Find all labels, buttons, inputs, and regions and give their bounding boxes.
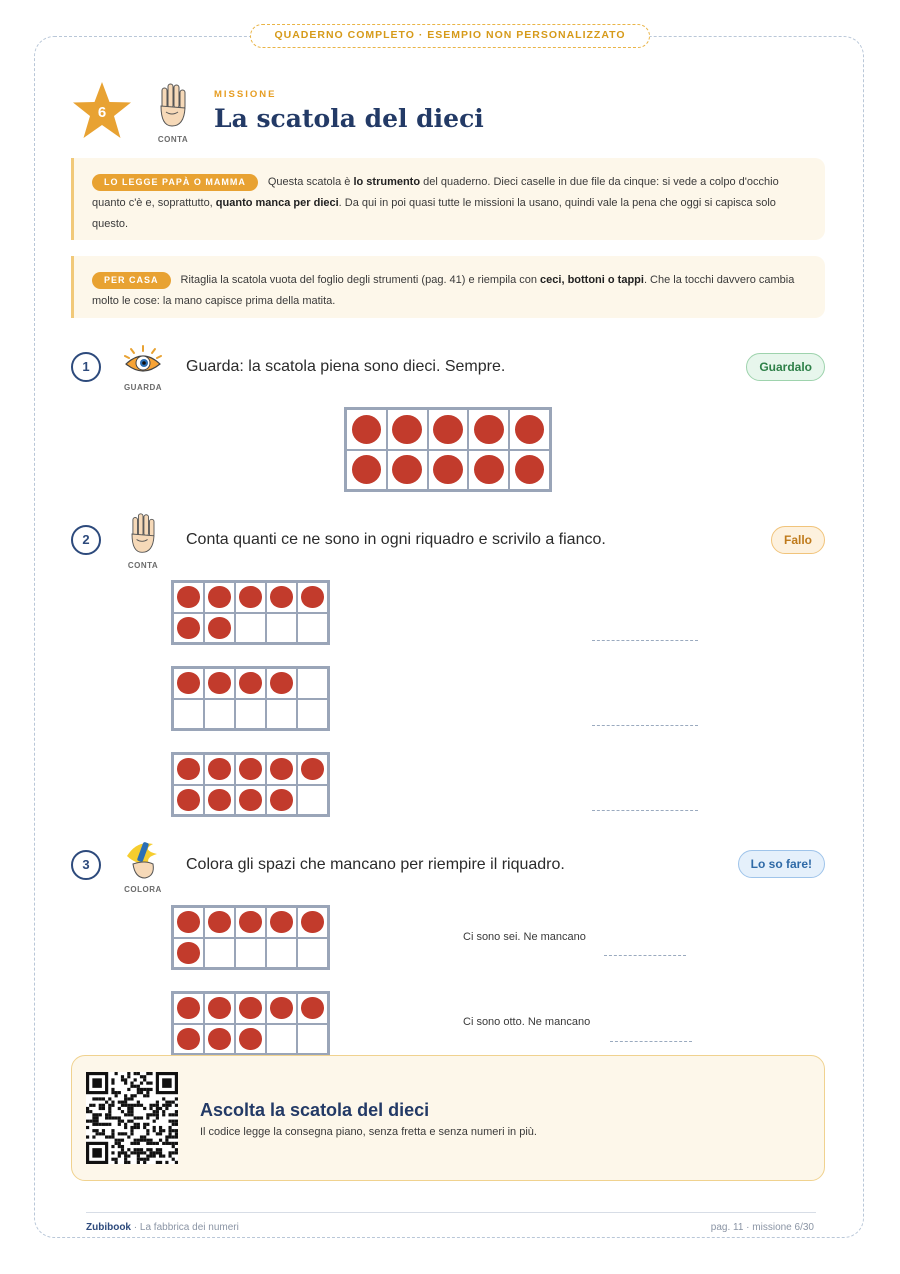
ten-frame-cell[interactable]	[173, 699, 204, 730]
counter-dot	[270, 586, 292, 608]
ten-frame-cell[interactable]	[173, 1024, 204, 1055]
step-2-icon-box	[120, 512, 166, 570]
ten-frame-cell[interactable]	[266, 754, 297, 785]
mission-kicker: MISSIONE	[214, 89, 277, 100]
counter-dot	[515, 455, 544, 484]
ten-frame-count-3	[171, 752, 330, 817]
ten-frame-count-2	[171, 666, 330, 731]
counter-dot	[177, 789, 199, 811]
ten-frame-cell[interactable]	[428, 409, 469, 450]
counter-dot	[177, 911, 199, 933]
counter-dot	[301, 758, 323, 780]
parent-note-text-2: del quaderno. Dieci caselle in due file da cinque: si vede a colpo d'occhio quanto c'è e, soprattutto,	[92, 176, 779, 209]
counter-dot	[177, 997, 199, 1019]
parent-note	[71, 158, 825, 240]
counter-dot	[239, 758, 261, 780]
counter-dot	[239, 1028, 261, 1050]
ten-frame-cell[interactable]	[266, 582, 297, 613]
ten-frame-cell[interactable]	[204, 668, 235, 699]
counter-dot	[208, 789, 230, 811]
parent-note-text-3: . Da qui in poi quasi tutte le missioni la usano, quindi vale la pena che oggi si capisca solo questo.	[92, 197, 776, 230]
footer-book: · La fabbrica dei numeri	[131, 1222, 239, 1233]
counter-dot	[177, 672, 199, 694]
step-3-number: 3	[71, 850, 101, 880]
counter-dot	[239, 997, 261, 1019]
ten-frame-cell[interactable]	[266, 938, 297, 969]
mission-icon-label: CONTA	[157, 135, 189, 144]
ten-frame-cell[interactable]	[204, 754, 235, 785]
counter-dot	[177, 942, 199, 964]
counter-dot	[392, 415, 421, 444]
ten-frame-cell[interactable]	[173, 785, 204, 816]
ten-frame-count-1	[171, 580, 330, 645]
step-3-pill[interactable]: Lo so fare!	[738, 850, 825, 878]
ten-frame-cell[interactable]	[235, 993, 266, 1024]
ten-frame-cell[interactable]	[266, 907, 297, 938]
audio-title: Ascolta la scatola del dieci	[200, 1100, 430, 1120]
ten-frame-cell[interactable]	[297, 582, 328, 613]
counter-dot	[208, 586, 230, 608]
footer-brand: Zubibook	[86, 1222, 131, 1233]
step-2-pill[interactable]: Fallo	[771, 526, 825, 554]
counting-hand-icon	[158, 82, 188, 130]
ten-frame-cell[interactable]	[468, 450, 509, 491]
ten-frame-cell[interactable]	[297, 754, 328, 785]
ten-frame-cell[interactable]	[204, 1024, 235, 1055]
counter-dot	[177, 1028, 199, 1050]
ten-frame-cell[interactable]	[387, 409, 428, 450]
home-note	[71, 256, 825, 318]
ten-frame-cell[interactable]	[173, 754, 204, 785]
ten-frame-cell[interactable]	[204, 938, 235, 969]
counter-dot	[270, 911, 292, 933]
missing-sentence-2: Ci sono otto. Ne mancano	[463, 1016, 591, 1028]
ten-frame-cell[interactable]	[204, 699, 235, 730]
footer-page: pag. 11 · missione 6/30	[710, 1222, 814, 1233]
ten-frame-cell[interactable]	[297, 938, 328, 969]
ten-frame-cell[interactable]	[297, 699, 328, 730]
missing-answer-line-1[interactable]	[604, 955, 686, 956]
ten-frame-cell[interactable]	[204, 907, 235, 938]
ten-frame-cell[interactable]	[173, 993, 204, 1024]
home-note-bold-1: ceci, bottoni o tappi	[540, 274, 644, 286]
crayon-hand-icon	[123, 836, 163, 880]
page-title: La scatola del dieci	[214, 104, 484, 133]
ten-frame-cell[interactable]	[235, 699, 266, 730]
ten-frame-cell[interactable]	[387, 450, 428, 491]
counter-dot	[270, 997, 292, 1019]
counter-dot	[352, 415, 381, 444]
parent-note-badge: LO LEGGE PAPÀ O MAMMA	[92, 174, 258, 191]
answer-line-2[interactable]	[592, 725, 698, 726]
counter-dot	[301, 911, 323, 933]
counter-dot	[352, 455, 381, 484]
counter-dot	[301, 586, 323, 608]
counter-dot	[433, 415, 462, 444]
counter-dot	[474, 455, 503, 484]
step-3-icon-label: COLORA	[124, 885, 162, 894]
ten-frame-cell[interactable]	[235, 907, 266, 938]
ten-frame-cell[interactable]	[297, 1024, 328, 1055]
audio-subtitle: Il codice legge la consegna piano, senza fretta e senza numeri in più.	[200, 1126, 537, 1138]
ten-frame-cell[interactable]	[235, 613, 266, 644]
counter-dot	[301, 997, 323, 1019]
missing-answer-line-2[interactable]	[610, 1041, 692, 1042]
ten-frame-cell[interactable]	[509, 409, 550, 450]
ten-frame-cell[interactable]	[346, 450, 387, 491]
home-note-text-1: Ritaglia la scatola vuota del foglio degli strumenti (pag. 41) e riempila con	[180, 274, 541, 286]
counter-dot	[208, 672, 230, 694]
counting-hand-icon	[128, 512, 158, 556]
ten-frame-cell[interactable]	[235, 668, 266, 699]
ten-frame-cell[interactable]	[173, 613, 204, 644]
ten-frame-cell[interactable]	[428, 450, 469, 491]
ten-frame-cell[interactable]	[266, 1024, 297, 1055]
footer-divider	[86, 1212, 816, 1213]
ten-frame-cell[interactable]	[266, 668, 297, 699]
ten-frame-color-1	[171, 905, 330, 970]
ten-frame-cell[interactable]	[297, 993, 328, 1024]
answer-line-3[interactable]	[592, 810, 698, 811]
ten-frame-cell[interactable]	[173, 582, 204, 613]
parent-note-bold-1: lo strumento	[353, 176, 421, 188]
ten-frame-full	[344, 407, 552, 492]
audio-box	[71, 1055, 825, 1181]
ten-frame-cell[interactable]	[173, 938, 204, 969]
counter-dot	[239, 789, 261, 811]
step-1-icon-label: GUARDA	[123, 383, 163, 392]
parent-note-text-1: Questa scatola è	[267, 176, 354, 188]
qr-code-icon[interactable]	[86, 1072, 178, 1164]
footer-brand-line	[86, 1222, 239, 1233]
ten-frame-cell[interactable]	[468, 409, 509, 450]
ten-frame-cell[interactable]	[266, 993, 297, 1024]
ten-frame-cell[interactable]	[266, 785, 297, 816]
ten-frame-cell[interactable]	[204, 993, 235, 1024]
counter-dot	[177, 617, 199, 639]
answer-line-1[interactable]	[592, 640, 698, 641]
mission-number: 6	[97, 104, 107, 121]
counter-dot	[474, 415, 503, 444]
counter-dot	[208, 911, 230, 933]
step-1-pill[interactable]: Guardalo	[746, 353, 825, 381]
counter-dot	[208, 758, 230, 780]
counter-dot	[270, 758, 292, 780]
counter-dot	[270, 789, 292, 811]
ten-frame-cell[interactable]	[297, 907, 328, 938]
ten-frame-cell[interactable]	[173, 907, 204, 938]
step-2-text: Conta quanti ce ne sono in ogni riquadro e scrivilo a fianco.	[186, 531, 606, 548]
ten-frame-cell[interactable]	[297, 668, 328, 699]
counter-dot	[239, 911, 261, 933]
counter-dot	[208, 1028, 230, 1050]
ten-frame-cell[interactable]	[235, 785, 266, 816]
counter-dot	[208, 997, 230, 1019]
step-1-number: 1	[71, 352, 101, 382]
counter-dot	[239, 672, 261, 694]
ten-frame-cell[interactable]	[235, 1024, 266, 1055]
ten-frame-cell[interactable]	[204, 785, 235, 816]
ten-frame-cell[interactable]	[509, 450, 550, 491]
ten-frame-cell[interactable]	[297, 785, 328, 816]
counter-dot	[208, 617, 230, 639]
counter-dot	[239, 586, 261, 608]
ten-frame-cell[interactable]	[235, 582, 266, 613]
ten-frame-cell[interactable]	[173, 668, 204, 699]
ten-frame-cell[interactable]	[235, 938, 266, 969]
parent-note-bold-2: quanto manca per dieci	[215, 197, 339, 209]
ten-frame-cell[interactable]	[204, 582, 235, 613]
home-note-badge: PER CASA	[92, 272, 171, 289]
step-2-icon-label: CONTA	[127, 561, 159, 570]
ten-frame-color-2	[171, 991, 330, 1056]
step-3-icon-box	[118, 836, 168, 894]
missing-sentence-1: Ci sono sei. Ne mancano	[463, 931, 586, 943]
counter-dot	[270, 672, 292, 694]
ten-frame-cell[interactable]	[266, 699, 297, 730]
mission-icon-box	[150, 82, 196, 144]
ten-frame-cell[interactable]	[204, 613, 235, 644]
ten-frame-cell[interactable]	[297, 613, 328, 644]
step-1-text: Guarda: la scatola piena sono dieci. Sempre.	[186, 358, 506, 375]
counter-dot	[177, 586, 199, 608]
ten-frame-cell[interactable]	[346, 409, 387, 450]
ten-frame-cell[interactable]	[235, 754, 266, 785]
step-2-number: 2	[71, 525, 101, 555]
step-3-text: Colora gli spazi che mancano per riempire il riquadro.	[186, 856, 565, 873]
counter-dot	[177, 758, 199, 780]
counter-dot	[515, 415, 544, 444]
eye-icon	[121, 344, 165, 378]
home-note-text-2: . Che la tocchi davvero cambia molto le cose: la mano capisce prima della matita.	[92, 274, 795, 307]
ten-frame-cell[interactable]	[266, 613, 297, 644]
counter-dot	[433, 455, 462, 484]
header-tag: QUADERNO COMPLETO · ESEMPIO NON PERSONALIZZATO	[250, 24, 650, 48]
step-1-icon-box	[118, 344, 168, 392]
counter-dot	[392, 455, 421, 484]
